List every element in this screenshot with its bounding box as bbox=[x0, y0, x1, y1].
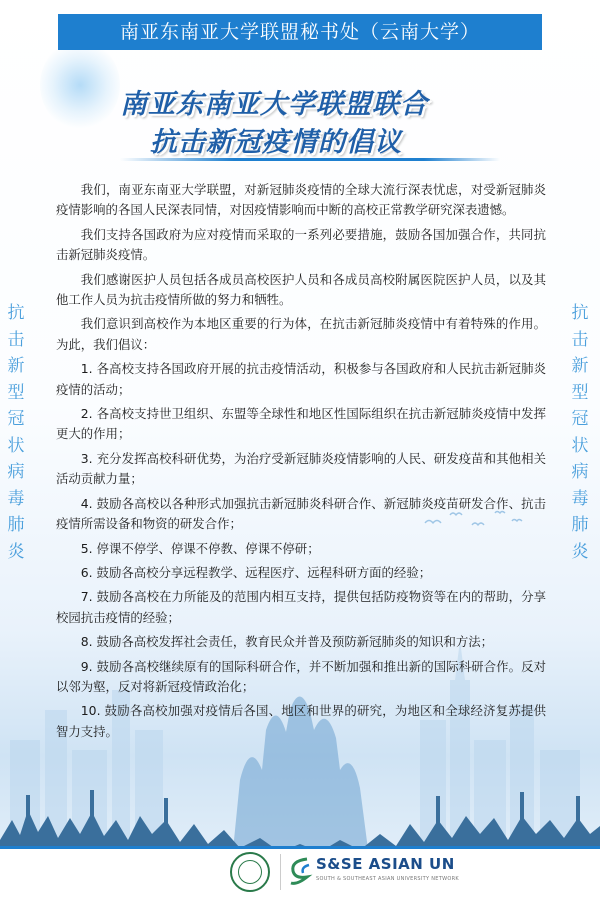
proposal-item-4: 4. 鼓励各高校以各种形式加强抗击新冠肺炎科研合作、新冠肺炎疫苗研发合作、抗击疫情所需设备和物资的研发合作； bbox=[56, 495, 546, 532]
secretariat-banner: 南亚东南亚大学联盟秘书处（云南大学） bbox=[58, 14, 542, 50]
paragraph-intro: 我们，南亚东南亚大学联盟，对新冠肺炎疫情的全球大流行深表忧虑，对受新冠肺炎疫情影响的各国人民深表同情，对因疫情影响而中断的高校正常教学研究深表遗憾。 bbox=[56, 182, 546, 218]
paragraph-support: 我们支持各国政府为应对疫情而采取的一系列必要措施，鼓励各国加强合作，共同抗击新冠肺炎疫情。 bbox=[56, 226, 546, 263]
proposal-item-5: 5. 停课不停学、停课不停教、停课不停研； bbox=[80, 540, 320, 556]
paragraph-thanks: 我们感谢医护人员包括各成员高校医护人员和各成员高校附属医院医护人员，以及其他工作人员为抗击疫情所做的努力和牺牲。 bbox=[56, 271, 546, 308]
logo-divider bbox=[280, 854, 281, 890]
proposal-item-7: 7. 鼓励各高校在力所能及的范围内相互支持，提供包括防疫物资等在内的帮助，分享校园抗击疫情的经验； bbox=[56, 589, 546, 625]
title-line-2: 抗击新冠疫情的倡议 bbox=[150, 127, 402, 158]
side-slogan-right: 抗击新型冠状病毒肺炎 bbox=[571, 303, 589, 562]
yunnan-university-seal-icon bbox=[230, 852, 270, 892]
paragraph-role: 我们意识到高校作为本地区重要的行为体，在抗击新冠肺炎疫情中有着特殊的作用。为此，我们倡议： bbox=[56, 316, 546, 352]
proposal-item-3: 3. 充分发挥高校科研优势，为治疗受新冠肺炎疫情影响的人民、研发疫苗和其他相关活动贡献力量； bbox=[56, 450, 546, 487]
network-logo-icon bbox=[287, 855, 313, 889]
title-line-1: 南亚东南亚大学联盟联合 bbox=[120, 89, 428, 120]
proposal-item-9: 9. 鼓励各高校继续原有的国际科研合作，并不断加强和推出新的国际科研合作。反对以邻为壑，反对将新冠疫情政治化； bbox=[56, 658, 546, 694]
seal-inner-ring bbox=[238, 860, 262, 884]
proposal-item-2: 2. 各高校支持世卫组织、东盟等全球性和地区性国际组织在抗击新冠肺炎疫情中发挥更大的作用； bbox=[56, 406, 546, 442]
proposal-body bbox=[56, 180, 546, 746]
side-slogan-left: 抗击新型冠状病毒肺炎 bbox=[7, 303, 25, 562]
proposal-item-8: 8. 鼓励各高校发挥社会责任，教育民众并普及预防新冠肺炎的知识和方法； bbox=[80, 634, 494, 650]
network-logo-name: S&SE ASIAN UN bbox=[316, 855, 455, 873]
network-logo-subtitle: SOUTH & SOUTHEAST ASIAN UNIVERSITY NETWORK bbox=[316, 876, 459, 882]
title-underline bbox=[120, 158, 500, 161]
proposal-item-1: 1. 各高校支持各国政府开展的抗击疫情活动，积极参与各国政府和人民抗击新冠肺炎疫情的活动； bbox=[56, 361, 546, 397]
proposal-item-10: 10. 鼓励各高校加强对疫情后各国、地区和世界的研究，为地区和全球经济复苏提供智力支持。 bbox=[56, 703, 546, 739]
poster-title bbox=[0, 80, 600, 170]
proposal-item-6: 6. 鼓励各高校分享远程教学、远程医疗、远程科研方面的经验； bbox=[80, 564, 432, 580]
